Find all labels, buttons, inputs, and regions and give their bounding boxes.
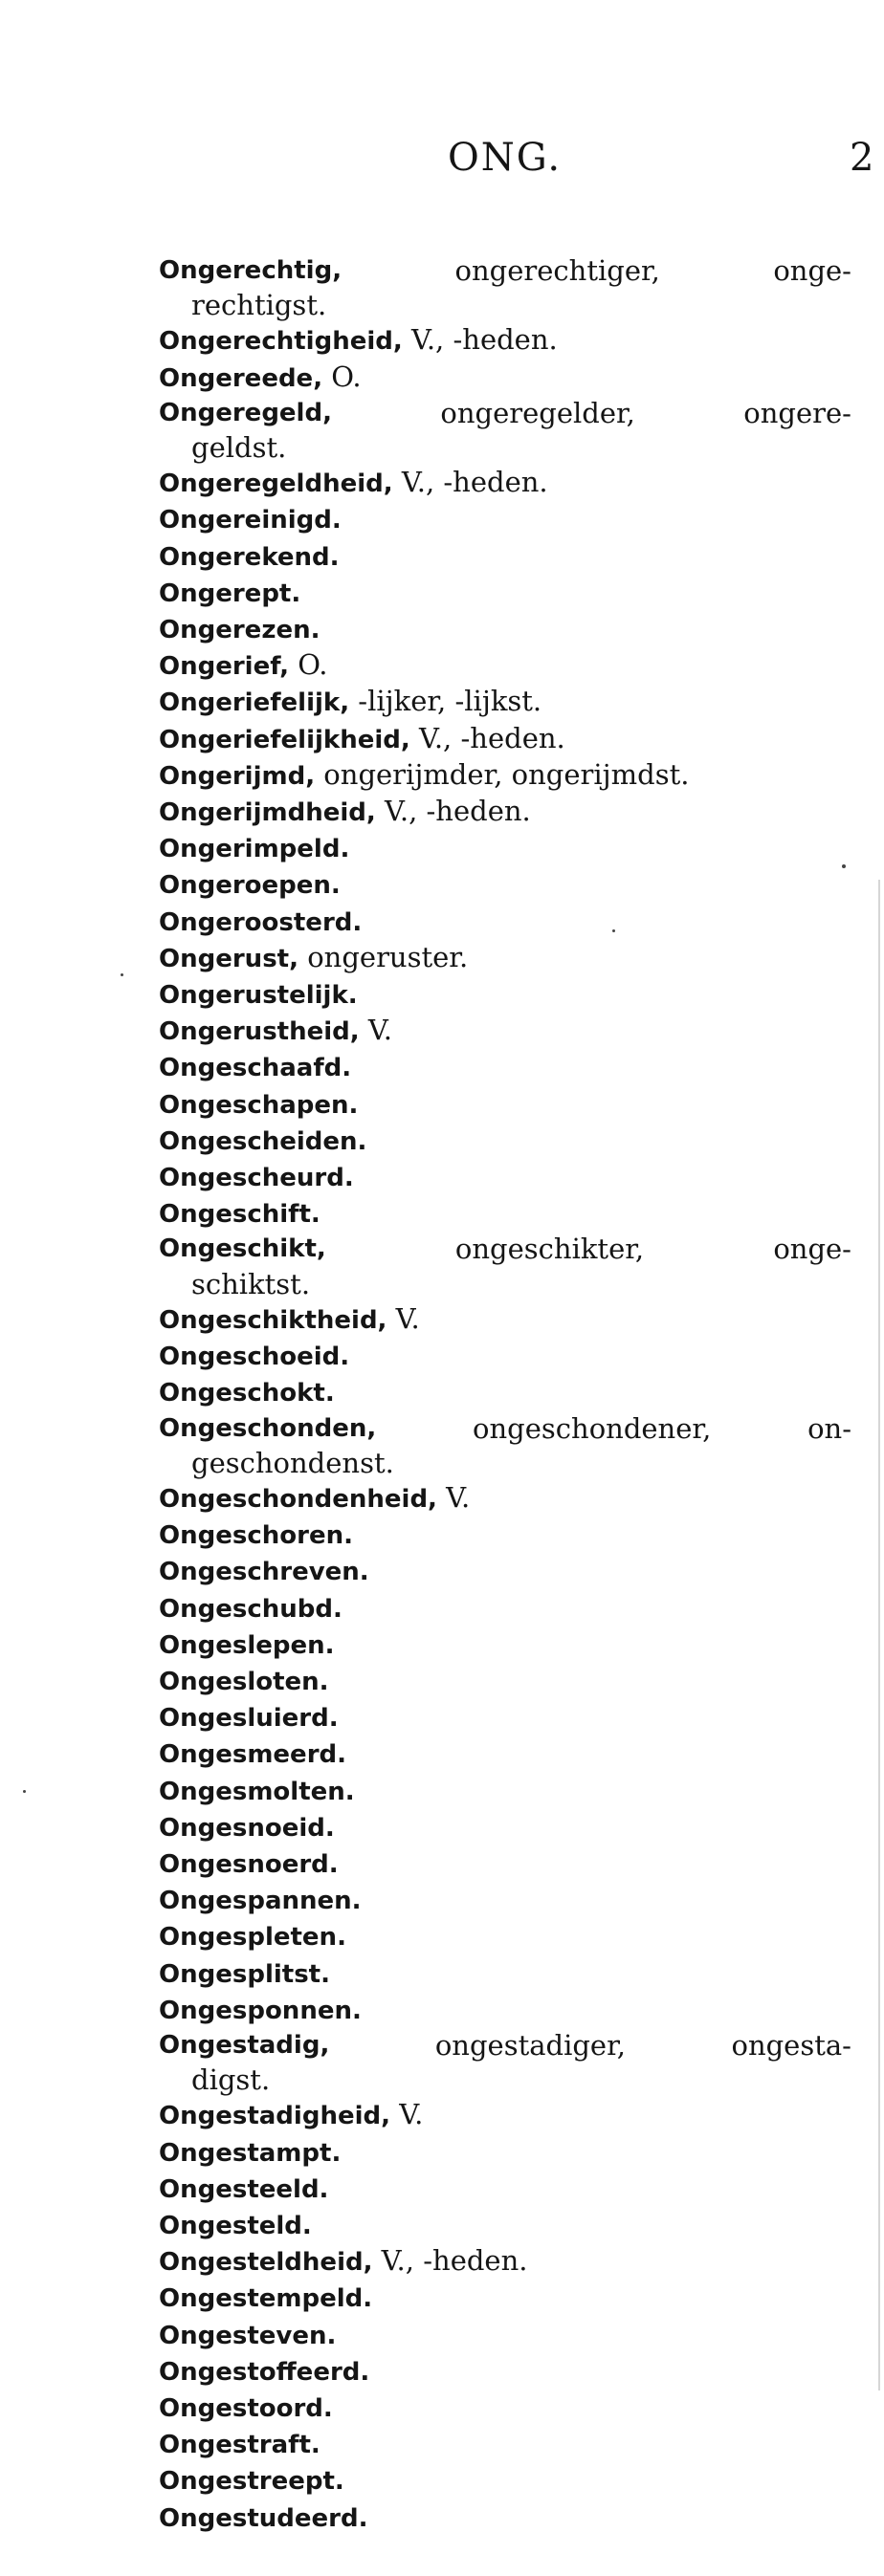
dictionary-entry (159, 2317, 851, 2353)
dictionary-entry (159, 1411, 851, 1480)
entry-headword: Ongeregeld, (159, 398, 332, 427)
dictionary-entry (159, 575, 851, 611)
dictionary-entry (159, 757, 851, 794)
entry-headword: Ongestudeerd. (159, 2503, 368, 2533)
dictionary-entry (159, 1663, 851, 1699)
entry-first-line (159, 1232, 851, 1266)
entry-form: onge- (773, 254, 851, 287)
dictionary-entry (159, 465, 851, 501)
entry-headword: Ongestempeld. (159, 2284, 373, 2314)
entry-headword: Ongeroepen. (159, 871, 341, 901)
dictionary-entry (159, 2097, 851, 2133)
entry-headword: Ongeschonden, (159, 1413, 377, 1443)
entry-continuation: geschondenst. (191, 1446, 394, 1479)
entry-headword: Ongesteld. (159, 2211, 312, 2240)
dictionary-entry (159, 2028, 851, 2097)
entry-headword: Ongespleten. (159, 1923, 346, 1953)
dictionary-entry (159, 1809, 851, 1845)
entry-headword: Ongerept. (159, 579, 301, 608)
dictionary-entry (159, 2243, 851, 2280)
dictionary-entry (159, 1480, 851, 1517)
dictionary-entry (159, 940, 851, 976)
entry-headword: Ongeregeldheid, (159, 469, 393, 499)
entry-first-line (159, 1411, 851, 1446)
entry-headword: Ongerechtig, (159, 256, 343, 285)
page-title: ONG. (448, 136, 563, 180)
entry-form: ongerechtiger, (454, 254, 660, 287)
entry-continuation: geldst. (191, 431, 287, 465)
dictionary-entry (159, 1918, 851, 1954)
entry-form: on- (807, 1411, 851, 1445)
dictionary-entry (159, 2134, 851, 2171)
dictionary-entry (159, 2207, 851, 2243)
entry-form: ongeschikter, (454, 1233, 645, 1266)
entry-headword: Ongesplitst. (159, 1959, 330, 1989)
dictionary-entry (159, 538, 851, 575)
entry-first-line (159, 396, 851, 430)
entry-headword: Ongescheiden. (159, 1126, 367, 1156)
entry-headword: Ongestadig, (159, 2030, 330, 2060)
page-header (0, 136, 884, 193)
dictionary-entry (159, 830, 851, 866)
entry-headword: Ongestoffeerd. (159, 2357, 370, 2387)
entry-form: onge- (773, 1233, 851, 1266)
entry-forms: ongerijmder, ongerijmdst. (315, 757, 690, 791)
dictionary-entry (159, 1086, 851, 1123)
dictionary-entry (159, 2171, 851, 2207)
entry-forms: V., -heden. (402, 323, 558, 357)
dictionary-entry (159, 1845, 851, 1882)
entry-first-line (159, 2028, 851, 2063)
entry-headword: Ongesmeerd. (159, 1740, 347, 1770)
entry-headword: Ongerief, (159, 652, 289, 682)
dictionary-entry (159, 2426, 851, 2462)
speck (23, 1790, 26, 1793)
entry-headword: Ongesteeld. (159, 2174, 329, 2204)
entry-headword: Ongerekend. (159, 542, 340, 572)
dictionary-entry (159, 647, 851, 684)
entry-form: ongeregelder, (440, 396, 635, 429)
entry-continuation: schiktst. (191, 1267, 311, 1300)
entry-headword: Ongeschiktheid, (159, 1305, 387, 1335)
entry-forms: O. (289, 648, 328, 682)
dictionary-entry (159, 794, 851, 830)
entry-forms: -lijker, -lijkst. (349, 685, 542, 718)
entry-headword: Ongesteven. (159, 2321, 337, 2350)
dictionary-entry (159, 2353, 851, 2390)
dictionary-entry (159, 611, 851, 647)
entry-headword: Ongesnoerd. (159, 1849, 339, 1879)
dictionary-entry (159, 2390, 851, 2426)
dictionary-entry (159, 1736, 851, 1772)
entry-continuation: rechtigst. (191, 289, 327, 322)
entry-form: ongestadiger, (434, 2028, 626, 2062)
entry-headword: Ongereede, (159, 363, 323, 393)
dictionary-entry (159, 1159, 851, 1195)
entry-headword: Ongesmolten. (159, 1777, 355, 1806)
dictionary-entry (159, 1195, 851, 1232)
entry-headword: Ongestreept. (159, 2467, 344, 2497)
entry-form: ongere- (743, 396, 851, 429)
entry-forms: V., -heden. (392, 466, 548, 499)
dictionary-entry (159, 1517, 851, 1553)
dictionary-entry (159, 684, 851, 720)
entry-headword: Ongeschoren. (159, 1521, 353, 1551)
entry-headword: Ongeschaafd. (159, 1054, 352, 1083)
entry-headword: Ongeriefelijk, (159, 688, 350, 718)
dictionary-entry (159, 1955, 851, 1992)
entry-forms: V. (387, 1301, 420, 1335)
dictionary-entry (159, 1590, 851, 1626)
entry-headword: Ongestoord. (159, 2393, 333, 2423)
entry-headword: Ongerezen. (159, 616, 320, 645)
entry-headword: Ongeschapen. (159, 1090, 359, 1120)
dictionary-entry (159, 904, 851, 940)
entry-headword: Ongesluierd. (159, 1704, 339, 1734)
entry-headword: Ongeschubd. (159, 1594, 343, 1624)
entry-forms: ongeruster. (298, 940, 469, 973)
entry-headword: Ongesloten. (159, 1667, 329, 1696)
dictionary-entry (159, 501, 851, 537)
entry-headword: Ongeschikt, (159, 1234, 326, 1264)
dictionary-entries (159, 253, 851, 2536)
entry-forms: V. (436, 1480, 471, 1514)
entry-headword: Ongeschreven. (159, 1558, 369, 1587)
entry-headword: Ongerustheid, (159, 1017, 360, 1047)
dictionary-entry (159, 1374, 851, 1410)
entry-form: ongeschondener, (473, 1411, 712, 1445)
speck (121, 973, 123, 976)
dictionary-entry (159, 1123, 851, 1159)
dictionary-entry (159, 322, 851, 359)
entry-headword: Ongerijmdheid, (159, 798, 376, 828)
dictionary-entry (159, 2280, 851, 2316)
entry-forms: V. (359, 1014, 392, 1047)
entry-headword: Ongescheurd. (159, 1164, 354, 1193)
entry-forms: V. (390, 2098, 424, 2131)
entry-headword: Ongerust, (159, 944, 298, 973)
dictionary-entry (159, 1049, 851, 1085)
entry-headword: Ongesponnen. (159, 1996, 362, 2025)
margin-rule (878, 880, 880, 2390)
dictionary-entry (159, 1013, 851, 1049)
dictionary-entry (159, 1626, 851, 1663)
entry-headword: Ongerechtigheid, (159, 327, 403, 357)
entry-headword: Ongeschoeid. (159, 1343, 350, 1372)
dictionary-entry (159, 360, 851, 396)
dictionary-entry (159, 1992, 851, 2028)
entry-headword: Ongespannen. (159, 1887, 362, 1916)
entry-headword: Ongerijmd, (159, 761, 316, 791)
entry-headword: Ongerimpeld. (159, 835, 350, 864)
dictionary-entry (159, 1699, 851, 1736)
dictionary-entry (159, 1338, 851, 1374)
entry-forms: V., -heden. (375, 795, 531, 828)
entry-headword: Ongesnoeid. (159, 1813, 335, 1843)
dictionary-entry (159, 976, 851, 1013)
entry-headword: Ongesteldheid, (159, 2248, 373, 2278)
entry-continuation: digst. (191, 2063, 271, 2097)
entry-headword: Ongeschondenheid, (159, 1484, 437, 1514)
dictionary-entry (159, 2462, 851, 2499)
dictionary-entry (159, 1773, 851, 1809)
dictionary-entry (159, 1882, 851, 1918)
entry-forms: V., -heden. (409, 721, 565, 754)
entry-headword: Ongeroosterd. (159, 907, 363, 937)
entry-form: ongesta- (731, 2028, 851, 2062)
dictionary-entry (159, 721, 851, 757)
entry-headword: Ongestampt. (159, 2138, 342, 2168)
page-number: 2 (850, 136, 874, 180)
entry-forms: V., -heden. (372, 2244, 528, 2278)
entry-headword: Ongeriefelijkheid, (159, 725, 410, 754)
entry-headword: Ongeschift. (159, 1200, 320, 1230)
dictionary-entry (159, 1301, 851, 1338)
entry-forms: O. (322, 360, 362, 393)
entry-headword: Ongestadigheid, (159, 2102, 390, 2131)
dictionary-entry (159, 1553, 851, 1589)
dictionary-entry (159, 866, 851, 903)
entry-first-line (159, 253, 851, 288)
entry-headword: Ongereinigd. (159, 506, 342, 535)
entry-headword: Ongeslepen. (159, 1630, 335, 1660)
dictionary-entry (159, 396, 851, 465)
dictionary-entry (159, 1232, 851, 1300)
entry-headword: Ongeschokt. (159, 1379, 335, 1408)
dictionary-entry (159, 253, 851, 322)
entry-headword: Ongestraft. (159, 2431, 320, 2460)
dictionary-entry (159, 2500, 851, 2536)
entry-headword: Ongerustelijk. (159, 981, 358, 1011)
